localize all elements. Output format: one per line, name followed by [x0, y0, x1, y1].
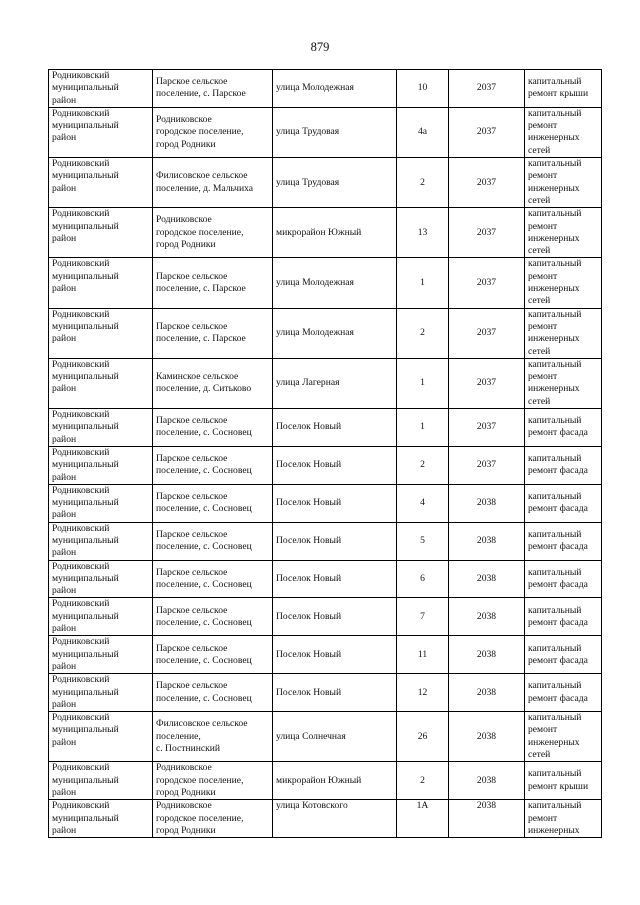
cell-work	[525, 208, 602, 258]
cell-street	[273, 484, 397, 522]
work-text: капитальный ремонт инженерных сетей	[528, 308, 582, 357]
cell-settlement	[153, 446, 273, 484]
cell-district	[49, 800, 153, 838]
settlement-text: Парское сельское поселение, с. Сосновец	[156, 642, 252, 666]
district-text: Родниковский муниципальный район	[52, 636, 119, 672]
cell-work	[525, 70, 602, 108]
street-text: улица Молодежная	[276, 82, 354, 94]
district-text: Родниковский муниципальный район	[52, 446, 119, 483]
cell-district	[49, 258, 153, 308]
year-text: 2037	[476, 459, 497, 471]
cell-street	[273, 560, 397, 598]
table-row	[49, 158, 602, 208]
work-text: капитальный ремонт фасада	[528, 528, 588, 553]
district-text: Родниковский муниципальный район	[52, 800, 119, 836]
cell-street	[273, 158, 397, 208]
work-text: капитальный ремонт фасада	[528, 566, 588, 591]
work-text: капитальный ремонт фасада	[528, 680, 588, 704]
repair-schedule-table	[48, 69, 602, 838]
year-text: 2038	[476, 730, 497, 742]
cell-work	[525, 358, 602, 408]
year-text: 2038	[476, 610, 497, 622]
cell-district	[49, 308, 153, 358]
cell-year	[449, 712, 525, 762]
year-text: 2038	[476, 572, 497, 584]
year-text: 2038	[476, 648, 497, 660]
cell-work	[525, 712, 602, 762]
settlement-text: Парское сельское поселение, с. Сосновец	[156, 566, 252, 591]
cell-work	[525, 560, 602, 598]
cell-work	[525, 258, 602, 308]
settlement-text: Парское сельское поселение, с. Сосновец	[156, 680, 252, 704]
cell-house	[397, 560, 449, 598]
house-text: 1	[420, 276, 425, 288]
settlement-text: Родниковское городское поселение, город Родники	[156, 800, 244, 836]
settlement-text: Парское сельское поселение, с. Сосновец	[156, 604, 252, 628]
cell-year	[449, 308, 525, 358]
cell-house	[397, 308, 449, 358]
year-text: 2037	[476, 126, 497, 138]
cell-settlement	[153, 674, 273, 712]
cell-work	[525, 409, 602, 447]
cell-work	[525, 158, 602, 208]
year-text: 2037	[476, 176, 497, 188]
cell-year	[449, 800, 525, 838]
house-text: 4а	[417, 126, 428, 138]
work-text: капитальный ремонт инженерных	[528, 800, 582, 836]
cell-district	[49, 598, 153, 636]
street-text: улица Солнечная	[276, 730, 346, 742]
district-text: Родниковский муниципальный район	[52, 70, 119, 106]
work-text: капитальный ремонт инженерных сетей	[528, 107, 582, 156]
street-text: улица Трудовая	[276, 126, 340, 138]
work-text: капитальный ремонт инженерных сетей	[528, 358, 582, 407]
cell-district	[49, 762, 153, 800]
page-number: 879	[310, 40, 330, 54]
cell-district	[49, 636, 153, 674]
district-text: Родниковский муниципальный район	[52, 762, 119, 798]
settlement-text: Филисовское сельское поселение, с. Постнинский	[156, 718, 248, 754]
cell-street	[273, 598, 397, 636]
year-text: 2037	[476, 276, 497, 288]
cell-street	[273, 712, 397, 762]
work-text: капитальный ремонт крыши	[528, 768, 589, 792]
cell-year	[449, 107, 525, 157]
house-text: 2	[420, 774, 425, 786]
cell-year	[449, 409, 525, 447]
street-text: Поселок Новый	[276, 497, 342, 509]
cell-settlement	[153, 409, 273, 447]
cell-district	[49, 358, 153, 408]
table-row	[49, 800, 602, 838]
table-row	[49, 712, 602, 762]
district-text: Родниковский муниципальный район	[52, 560, 119, 597]
cell-house	[397, 107, 449, 157]
table-row	[49, 358, 602, 408]
district-text: Родниковский муниципальный район	[52, 158, 119, 194]
work-text: капитальный ремонт инженерных сетей	[528, 158, 582, 206]
cell-year	[449, 358, 525, 408]
house-text: 1	[420, 377, 425, 389]
district-text: Родниковский муниципальный район	[52, 107, 119, 144]
cell-work	[525, 598, 602, 636]
cell-house	[397, 712, 449, 762]
table-row	[49, 107, 602, 157]
cell-street	[273, 409, 397, 447]
cell-district	[49, 712, 153, 762]
street-text: улица Котовского	[276, 800, 348, 812]
cell-settlement	[153, 636, 273, 674]
house-text: 2	[420, 327, 425, 339]
cell-district	[49, 107, 153, 157]
cell-street	[273, 208, 397, 258]
district-text: Родниковский муниципальный район	[52, 258, 119, 295]
street-text: Поселок Новый	[276, 534, 342, 546]
cell-street	[273, 70, 397, 108]
settlement-text: Парское сельское поселение, с. Парское	[156, 76, 246, 100]
cell-work	[525, 800, 602, 838]
settlement-text: Каминское сельское поселение, д. Ситьково	[156, 371, 252, 395]
house-text: 2	[420, 176, 425, 188]
cell-work	[525, 308, 602, 358]
cell-house	[397, 636, 449, 674]
cell-district	[49, 446, 153, 484]
cell-street	[273, 107, 397, 157]
settlement-text: Парское сельское поселение, с. Парское	[156, 320, 246, 345]
work-text: капитальный ремонт фасада	[528, 415, 588, 439]
table-row	[49, 258, 602, 308]
house-text: 5	[420, 534, 425, 546]
cell-work	[525, 107, 602, 157]
work-text: капитальный ремонт инженерных сетей	[528, 258, 582, 307]
district-text: Родниковский муниципальный район	[52, 522, 119, 559]
year-text: 2038	[476, 774, 497, 786]
street-text: микрорайон Южный	[276, 774, 362, 786]
table-row	[49, 446, 602, 484]
table-row	[49, 598, 602, 636]
cell-settlement	[153, 598, 273, 636]
district-text: Родниковский муниципальный район	[52, 409, 119, 445]
house-text: 4	[420, 497, 425, 509]
cell-year	[449, 484, 525, 522]
table-row	[49, 762, 602, 800]
cell-settlement	[153, 560, 273, 598]
cell-settlement	[153, 484, 273, 522]
settlement-text: Парское сельское поселение, с. Сосновец	[156, 453, 252, 477]
year-text: 2038	[476, 800, 497, 812]
house-text: 26	[417, 730, 428, 742]
cell-street	[273, 446, 397, 484]
cell-year	[449, 560, 525, 598]
cell-house	[397, 674, 449, 712]
cell-settlement	[153, 107, 273, 157]
cell-house	[397, 522, 449, 560]
cell-settlement	[153, 158, 273, 208]
street-text: улица Молодежная	[276, 276, 354, 288]
cell-street	[273, 358, 397, 408]
cell-work	[525, 484, 602, 522]
cell-house	[397, 484, 449, 522]
cell-settlement	[153, 258, 273, 308]
street-text: Поселок Новый	[276, 421, 342, 433]
cell-year	[449, 674, 525, 712]
work-text: капитальный ремонт крыши	[528, 76, 589, 100]
cell-street	[273, 636, 397, 674]
year-text: 2037	[476, 421, 497, 433]
cell-district	[49, 70, 153, 108]
settlement-text: Парское сельское поселение, с. Сосновец	[156, 528, 252, 553]
street-text: улица Трудовая	[276, 176, 340, 188]
table-row	[49, 522, 602, 560]
table-row	[49, 70, 602, 108]
cell-district	[49, 208, 153, 258]
cell-street	[273, 762, 397, 800]
cell-house	[397, 409, 449, 447]
cell-settlement	[153, 762, 273, 800]
work-text: капитальный ремонт фасада	[528, 642, 588, 666]
settlement-text: Филисовское сельское поселение, д. Мальчиха	[156, 170, 254, 194]
cell-house	[397, 598, 449, 636]
cell-house	[397, 446, 449, 484]
district-text: Родниковский муниципальный район	[52, 598, 119, 635]
settlement-text: Родниковское городское поселение, город Родники	[156, 114, 244, 150]
cell-district	[49, 484, 153, 522]
district-text: Родниковский муниципальный район	[52, 358, 119, 395]
cell-street	[273, 308, 397, 358]
cell-house	[397, 358, 449, 408]
settlement-text: Родниковское городское поселение, город Родники	[156, 762, 244, 798]
cell-street	[273, 522, 397, 560]
district-text: Родниковский муниципальный район	[52, 208, 119, 244]
settlement-text: Парское сельское поселение, с. Парское	[156, 270, 246, 295]
work-text: капитальный ремонт фасада	[528, 604, 588, 628]
cell-work	[525, 522, 602, 560]
street-text: Поселок Новый	[276, 459, 342, 471]
cell-settlement	[153, 522, 273, 560]
cell-settlement	[153, 308, 273, 358]
cell-district	[49, 158, 153, 208]
work-text: капитальный ремонт инженерных сетей	[528, 208, 582, 257]
cell-work	[525, 446, 602, 484]
street-text: микрорайон Южный	[276, 226, 362, 238]
table-row	[49, 636, 602, 674]
year-text: 2038	[476, 534, 497, 546]
year-text: 2038	[476, 686, 497, 698]
house-text: 2	[420, 459, 425, 471]
house-text: 1	[420, 421, 425, 433]
cell-house	[397, 70, 449, 108]
cell-year	[449, 636, 525, 674]
cell-settlement	[153, 712, 273, 762]
house-text: 13	[417, 226, 428, 238]
house-text: 10	[417, 82, 428, 94]
table-body	[49, 70, 602, 838]
cell-house	[397, 762, 449, 800]
year-text: 2037	[476, 327, 497, 339]
cell-work	[525, 762, 602, 800]
year-text: 2037	[476, 377, 497, 389]
cell-work	[525, 636, 602, 674]
table-row	[49, 409, 602, 447]
district-text: Родниковский муниципальный район	[52, 484, 119, 521]
house-text: 6	[420, 572, 425, 584]
cell-settlement	[153, 70, 273, 108]
table-row	[49, 208, 602, 258]
year-text: 2037	[476, 226, 497, 238]
district-text: Родниковский муниципальный район	[52, 712, 119, 748]
district-text: Родниковский муниципальный район	[52, 674, 119, 710]
house-text: 12	[417, 686, 428, 698]
settlement-text: Парское сельское поселение, с. Сосновец	[156, 415, 252, 439]
house-text: 7	[420, 610, 425, 622]
cell-year	[449, 598, 525, 636]
street-text: улица Молодежная	[276, 327, 354, 339]
street-text: Поселок Новый	[276, 686, 342, 698]
cell-settlement	[153, 800, 273, 838]
cell-settlement	[153, 358, 273, 408]
cell-district	[49, 409, 153, 447]
table-row	[49, 484, 602, 522]
cell-year	[449, 762, 525, 800]
work-text: капитальный ремонт инженерных сетей	[528, 712, 582, 761]
cell-house	[397, 208, 449, 258]
street-text: Поселок Новый	[276, 572, 342, 584]
cell-settlement	[153, 208, 273, 258]
cell-year	[449, 446, 525, 484]
settlement-text: Родниковское городское поселение, город Родники	[156, 214, 244, 250]
cell-work	[525, 674, 602, 712]
work-text: капитальный ремонт фасада	[528, 490, 588, 515]
cell-year	[449, 158, 525, 208]
house-text: 11	[417, 648, 428, 660]
year-text: 2038	[476, 497, 497, 509]
house-text: 1А	[416, 800, 429, 812]
street-text: улица Лагерная	[276, 377, 340, 389]
cell-district	[49, 560, 153, 598]
cell-street	[273, 800, 397, 838]
table-row	[49, 674, 602, 712]
cell-street	[273, 674, 397, 712]
cell-year	[449, 522, 525, 560]
cell-year	[449, 208, 525, 258]
year-text: 2037	[476, 82, 497, 94]
cell-year	[449, 70, 525, 108]
cell-street	[273, 258, 397, 308]
district-text: Родниковский муниципальный район	[52, 308, 119, 345]
cell-house	[397, 800, 449, 838]
table-row	[49, 560, 602, 598]
cell-year	[449, 258, 525, 308]
street-text: Поселок Новый	[276, 648, 342, 660]
street-text: Поселок Новый	[276, 610, 342, 622]
cell-house	[397, 258, 449, 308]
cell-district	[49, 674, 153, 712]
work-text: капитальный ремонт фасада	[528, 453, 588, 477]
table-row	[49, 308, 602, 358]
settlement-text: Парское сельское поселение, с. Сосновец	[156, 490, 252, 515]
cell-house	[397, 158, 449, 208]
cell-district	[49, 522, 153, 560]
